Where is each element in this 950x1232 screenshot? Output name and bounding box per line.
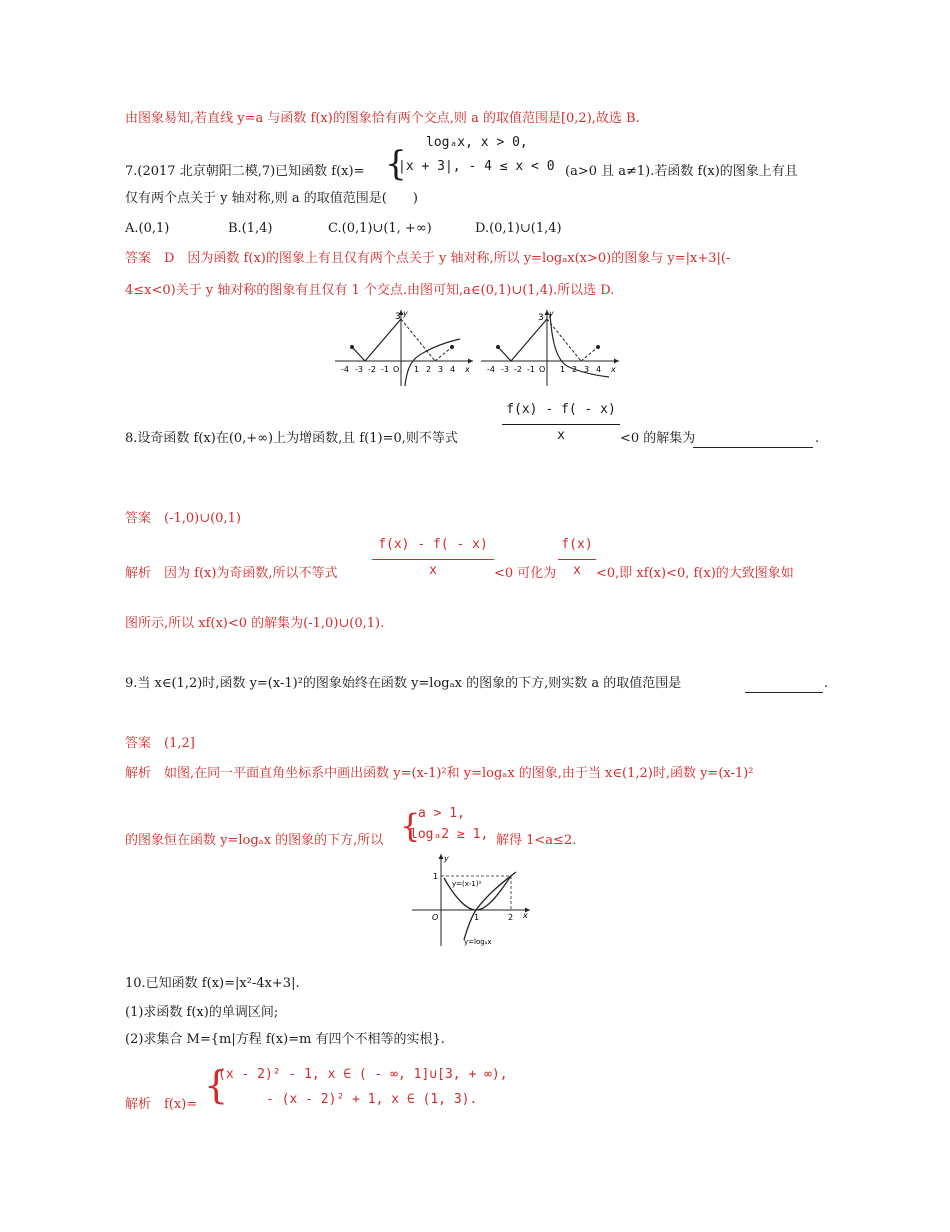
svg-text:x: x — [523, 911, 528, 920]
q8-analysis-suffix: <0,即 xf(x)<0, f(x)的大致图象如 — [596, 566, 794, 581]
q8-prefix: 8.设奇函数 f(x)在(0,+∞)上为增函数,且 f(1)=0,则不等式 — [125, 431, 458, 446]
q7-line2: 仅有两个点关于 y 轴对称,则 a 的取值范围是( ) — [125, 191, 418, 206]
q7-graph-left — [335, 309, 473, 386]
q9-brace: { — [400, 807, 421, 845]
svg-text:-3: -3 — [355, 365, 363, 374]
svg-text:4: 4 — [596, 365, 602, 374]
q10-case2: - (x - 2)² + 1, x ∈ (1, 3). — [266, 1092, 478, 1107]
q8-analysis-frac-num: f(x) - f( - x) — [378, 537, 488, 552]
q7-case1: logₐx, x > 0, — [426, 135, 528, 150]
q9-answer: 答案 (1,2] — [125, 736, 195, 751]
q10-case1: (x - 2)² - 1, x ∈ ( - ∞, 1]∪[3, + ∞), — [218, 1067, 508, 1082]
svg-text:2: 2 — [426, 365, 432, 374]
q9-text: 9.当 x∈(1,2)时,函数 y=(x-1)²的图象始终在函数 y=logₐx 的图象的下方,则实数 a 的取值范围是 — [125, 676, 682, 691]
svg-text:-3: -3 — [501, 365, 509, 374]
svg-text:1: 1 — [560, 365, 566, 374]
q7-brace: { — [385, 144, 407, 184]
svg-text:y: y — [403, 309, 408, 318]
svg-text:3: 3 — [438, 365, 444, 374]
q9-graph — [410, 852, 534, 948]
q8-analysis-fraction — [372, 537, 494, 581]
q8-analysis-line2: 图所示,所以 xf(x)<0 的解集为(-1,0)∪(0,1). — [125, 616, 385, 631]
q7-suffix: (a>0 且 a≠1).若函数 f(x)的图象上有且 — [565, 164, 798, 179]
q7-answer-line2: 4≤x<0)关于 y 轴对称的图象有且仅有 1 个交点.由图可知,a∈(0,1)∪(1,4).所以选 D. — [125, 283, 615, 298]
q8-analysis-fraction2 — [558, 537, 596, 581]
q8-analysis-prefix: 解析 因为 f(x)为奇函数,所以不等式 — [125, 566, 338, 581]
q8-frac-num: f(x) - f( - x) — [506, 402, 616, 417]
svg-text:-2: -2 — [368, 365, 376, 374]
svg-text:O: O — [432, 913, 439, 922]
q7-graphs — [335, 308, 625, 390]
q7-answer-line1: 答案 D 因为函数 f(x)的图象上有且仅有两个点关于 y 轴对称,所以 y=logₐx(x>0)的图象与 y=|x+3|(- — [125, 251, 731, 266]
svg-text:4: 4 — [450, 365, 456, 374]
q7-option-a: A.(0,1) — [125, 221, 170, 236]
svg-text:3: 3 — [584, 365, 590, 374]
q8-fraction — [502, 402, 620, 446]
svg-text:-4: -4 — [487, 365, 495, 374]
q8-analysis-frac-den: x — [429, 563, 437, 578]
svg-text:y: y — [444, 854, 449, 863]
q8-answer: 答案 (-1,0)∪(0,1) — [125, 511, 241, 526]
prev-answer-text: 由图象易知,若直线 y=a 与函数 f(x)的图象恰有两个交点,则 a 的取值范围是[0,2),故选 B. — [125, 111, 640, 126]
q8-blank[interactable] — [693, 430, 813, 448]
q9-blank[interactable] — [745, 675, 823, 693]
svg-text:y: y — [549, 309, 554, 318]
svg-text:1: 1 — [414, 365, 420, 374]
q8-analysis-frac2-den: x — [573, 563, 581, 578]
q8-frac-den: x — [557, 428, 565, 443]
q9-end: . — [824, 676, 829, 691]
q10-part2: (2)求集合 M={m|方程 f(x)=m 有四个不相等的实根}. — [125, 1032, 445, 1047]
q9-analysis-line1: 解析 如图,在同一平面直角坐标系中画出函数 y=(x-1)²和 y=logₐx 的图象,由于当 x∈(1,2)时,函数 y=(x-1)² — [125, 766, 754, 781]
q10-part1: (1)求函数 f(x)的单调区间; — [125, 1005, 279, 1020]
svg-text:2: 2 — [508, 913, 514, 922]
svg-text:O: O — [539, 365, 546, 374]
q9-analysis-line2-prefix: 的图象恒在函数 y=logₐx 的图象的下方,所以 — [125, 833, 384, 848]
q10-title: 10.已知函数 f(x)=|x²-4x+3|. — [125, 976, 300, 991]
svg-text:1: 1 — [433, 872, 439, 881]
q7-option-c: C.(0,1)∪(1, +∞) — [328, 221, 432, 236]
q9-cond1: a > 1, — [418, 806, 465, 821]
q7-option-d: D.(0,1)∪(1,4) — [475, 221, 562, 236]
q8-end: . — [815, 431, 820, 446]
q7-prefix: 7.(2017 北京朝阳二模,7)已知函数 f(x)= — [125, 164, 365, 179]
svg-text:O: O — [393, 365, 400, 374]
svg-text:x: x — [611, 365, 616, 374]
svg-text:3: 3 — [538, 313, 544, 323]
svg-text:3: 3 — [395, 312, 401, 322]
q7-graph-right — [481, 309, 619, 386]
svg-text:y=logₐx: y=logₐx — [464, 938, 492, 946]
q8-analysis-frac2-num: f(x) — [561, 537, 593, 552]
svg-text:-2: -2 — [514, 365, 522, 374]
q7-case2: |x + 3|, - 4 ≤ x < 0 — [398, 159, 555, 174]
q10-analysis-prefix: 解析 f(x)= — [125, 1097, 198, 1112]
q9-cond2: logₐ2 ≥ 1, — [410, 827, 489, 842]
q8-suffix: <0 的解集为 — [620, 431, 696, 446]
svg-text:2: 2 — [572, 365, 578, 374]
q8-analysis-mid: <0 可化为 — [494, 566, 557, 581]
q10-brace: { — [204, 1063, 229, 1107]
svg-text:-4: -4 — [341, 365, 349, 374]
svg-text:1: 1 — [474, 913, 480, 922]
svg-text:y=(x-1)²: y=(x-1)² — [452, 880, 482, 888]
svg-text:-1: -1 — [527, 365, 535, 374]
q7-option-b: B.(1,4) — [228, 221, 273, 236]
svg-text:-1: -1 — [381, 365, 389, 374]
svg-text:x: x — [465, 365, 470, 374]
q9-analysis-line2-suffix: 解得 1<a≤2. — [496, 833, 577, 848]
